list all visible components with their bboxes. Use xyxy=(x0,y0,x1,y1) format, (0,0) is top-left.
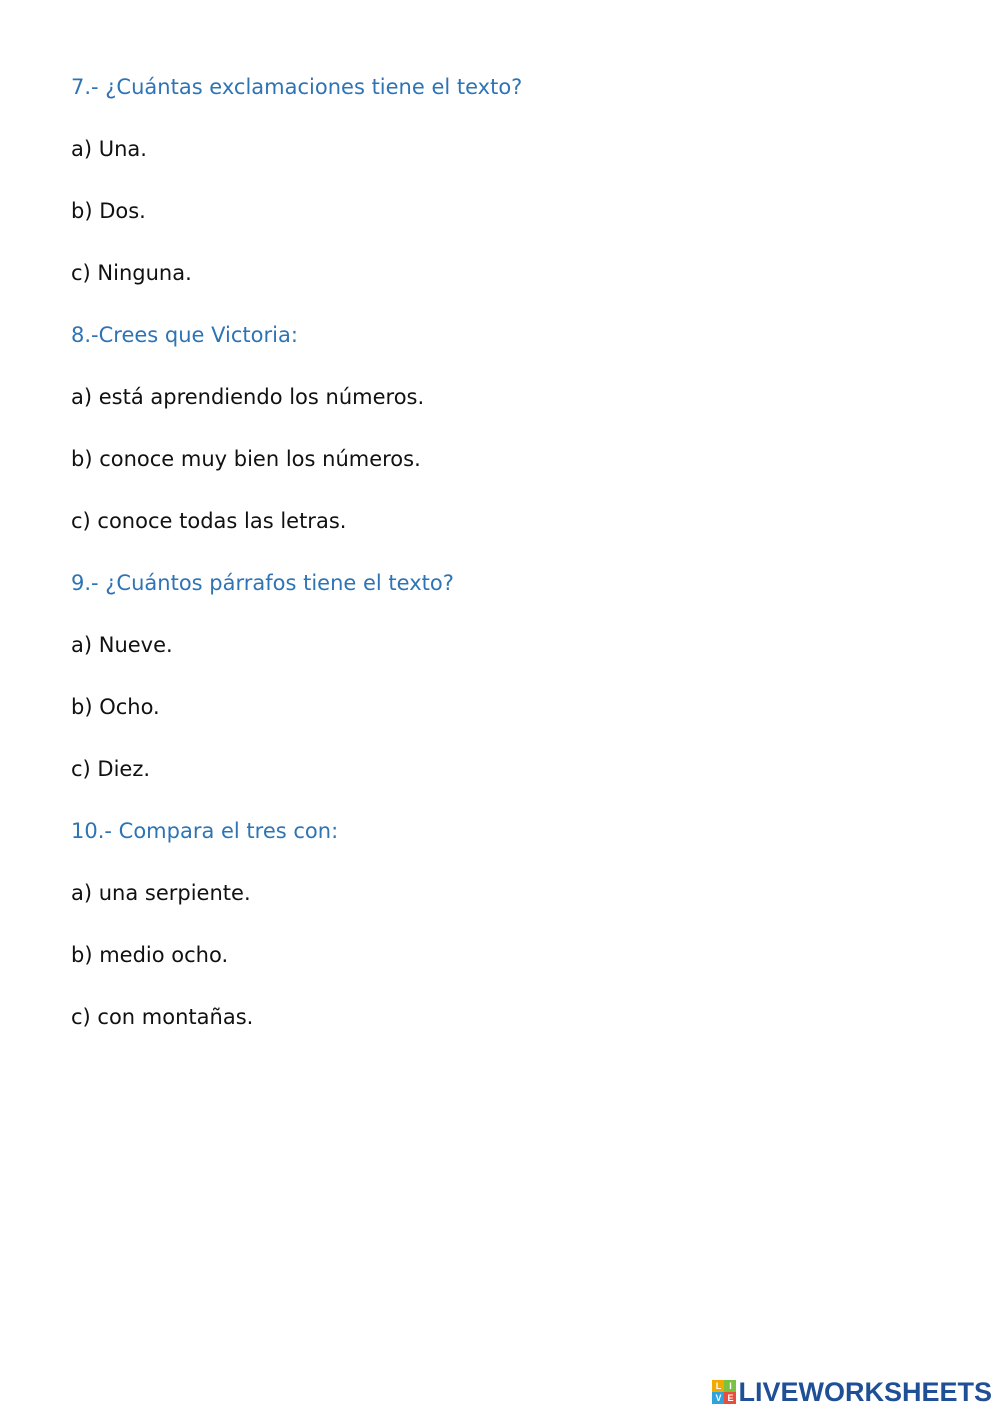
liveworksheets-brand xyxy=(712,1377,992,1407)
option-8c[interactable]: c) conoce todas las letras. xyxy=(71,509,347,533)
liveworksheets-logo-icon xyxy=(712,1380,736,1404)
option-7c[interactable]: c) Ninguna. xyxy=(71,261,192,285)
logo-tile-e: E xyxy=(724,1392,736,1404)
question-10: 10.- Compara el tres con: xyxy=(71,819,339,843)
logo-tile-v: V xyxy=(712,1392,724,1404)
logo-tile-l: L xyxy=(712,1380,724,1392)
question-9: 9.- ¿Cuántos párrafos tiene el texto? xyxy=(71,571,454,595)
option-10a[interactable]: a) una serpiente. xyxy=(71,881,251,905)
logo-tile-i: I xyxy=(724,1380,736,1392)
option-9c[interactable]: c) Diez. xyxy=(71,757,151,781)
option-7b[interactable]: b) Dos. xyxy=(71,199,146,223)
option-10b[interactable]: b) medio ocho. xyxy=(71,943,229,967)
option-10c[interactable]: c) con montañas. xyxy=(71,1005,254,1029)
worksheet xyxy=(71,72,951,1064)
option-9a[interactable]: a) Nueve. xyxy=(71,633,173,657)
option-7a[interactable]: a) Una. xyxy=(71,137,147,161)
question-8: 8.-Crees que Victoria: xyxy=(71,323,298,347)
option-8a[interactable]: a) está aprendiendo los números. xyxy=(71,385,425,409)
option-9b[interactable]: b) Ocho. xyxy=(71,695,160,719)
brand-wordmark: LIVEWORKSHEETS xyxy=(738,1376,992,1407)
question-7: 7.- ¿Cuántas exclamaciones tiene el texto? xyxy=(71,75,523,99)
option-8b[interactable]: b) conoce muy bien los números. xyxy=(71,447,421,471)
